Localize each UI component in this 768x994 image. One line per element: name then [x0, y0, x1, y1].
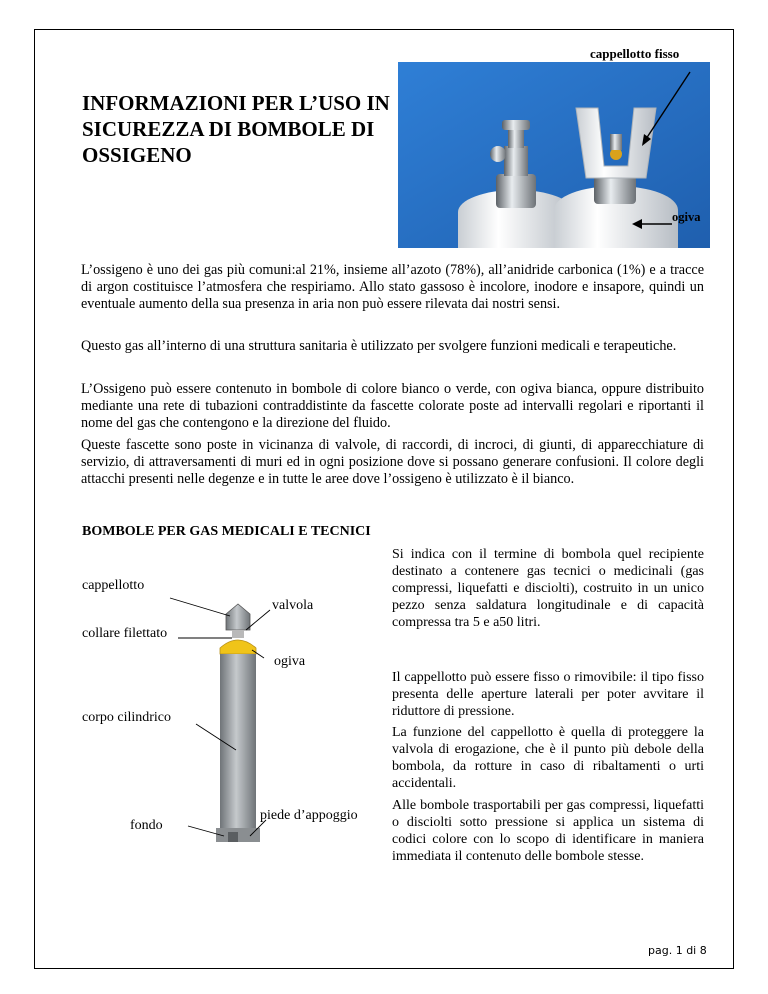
intro-paragraph-1: L’ossigeno è uno dei gas più comuni:al 21%, insieme all’azoto (78%), all’anidride carbonica (1%) e a tracce di argon costituisce l’atmosfera che respiriamo. Allo stato gassoso è incolore, inodore e insapore, quindi un eventuale aumento della sua presenza in aria non può essere rilevata dai nostri sensi.: [81, 262, 704, 312]
diagram-label-collare-filettato: collare filettato: [82, 626, 168, 641]
intro-paragraph-4: Queste fascette sono poste in vicinanza di valvole, di raccordi, di incroci, di giunti, di apparecchiature di servizio, di attraversamenti di muri ed in ogni posizione dove si possano generare confusioni. Il colore degli attacchi presenti nelle degenze e in tutte le aree dove l’ossigeno è utilizzato è il bianco.: [81, 437, 704, 487]
photo-label-ogiva: ogiva: [672, 210, 701, 224]
page-number: pag. 1 di 8: [648, 944, 707, 957]
diagram-label-ogiva: ogiva: [274, 654, 306, 669]
photo-label-cappellotto-fisso: cappellotto fisso: [590, 46, 680, 61]
oxygen-cylinders-photo: [398, 62, 710, 248]
diagram-label-valvola: valvola: [272, 598, 314, 613]
section-heading: BOMBOLE PER GAS MEDICALI E TECNICI: [82, 524, 371, 539]
section-paragraph-4: Alle bombole trasportabili per gas compressi, liquefatti o disciolti sotto pressione si applica un sistema di codici colore con lo scopo di identificare in maniera immediata il contenuto delle bombole stesse.: [392, 798, 704, 864]
intro-paragraph-2: Questo gas all’interno di una struttura sanitaria è utilizzato per svolgere funzioni medicali e terapeutiche.: [81, 338, 677, 354]
diagram-label-corpo-cilindrico: corpo cilindrico: [82, 710, 172, 725]
intro-paragraph-3: L’Ossigeno può essere contenuto in bombole di colore bianco o verde, con ogiva bianca, oppure distribuito mediante una rete di tubazioni contraddistinte da fascette colorate poste ad intervalli regolari e riportanti il nome del gas che contengono e la direzione del fluido.: [81, 381, 704, 431]
section-paragraph-3: La funzione del cappellotto è quella di proteggere la valvola di erogazione, che è il punto più debole della bombola, da rotture in caso di ribaltamenti o urti accidentali.: [392, 725, 704, 791]
section-paragraph-1: Si indica con il termine di bombola quel recipiente destinato a contenere gas tecnici o medicinali (gas compressi, liquefatti e disciolti), costruito in un unico pezzo senza saldatura longitudinale e di capacità compressa tra 5 e a50 litri.: [392, 547, 704, 630]
page-title: INFORMAZIONI PER L’USO IN SICUREZZA DI BOMBOLE DI OSSIGENO: [82, 91, 390, 167]
cylinder-diagram: [78, 574, 388, 854]
diagram-label-fondo: fondo: [130, 818, 163, 833]
section-paragraph-2: Il cappellotto può essere fisso o rimovibile: il tipo fisso presenta delle aperture laterali per poter avvitare il riduttore di pressione.: [392, 670, 704, 719]
diagram-label-cappellotto: cappellotto: [82, 578, 145, 593]
diagram-label-piede-appoggio: piede d’appoggio: [260, 808, 358, 823]
